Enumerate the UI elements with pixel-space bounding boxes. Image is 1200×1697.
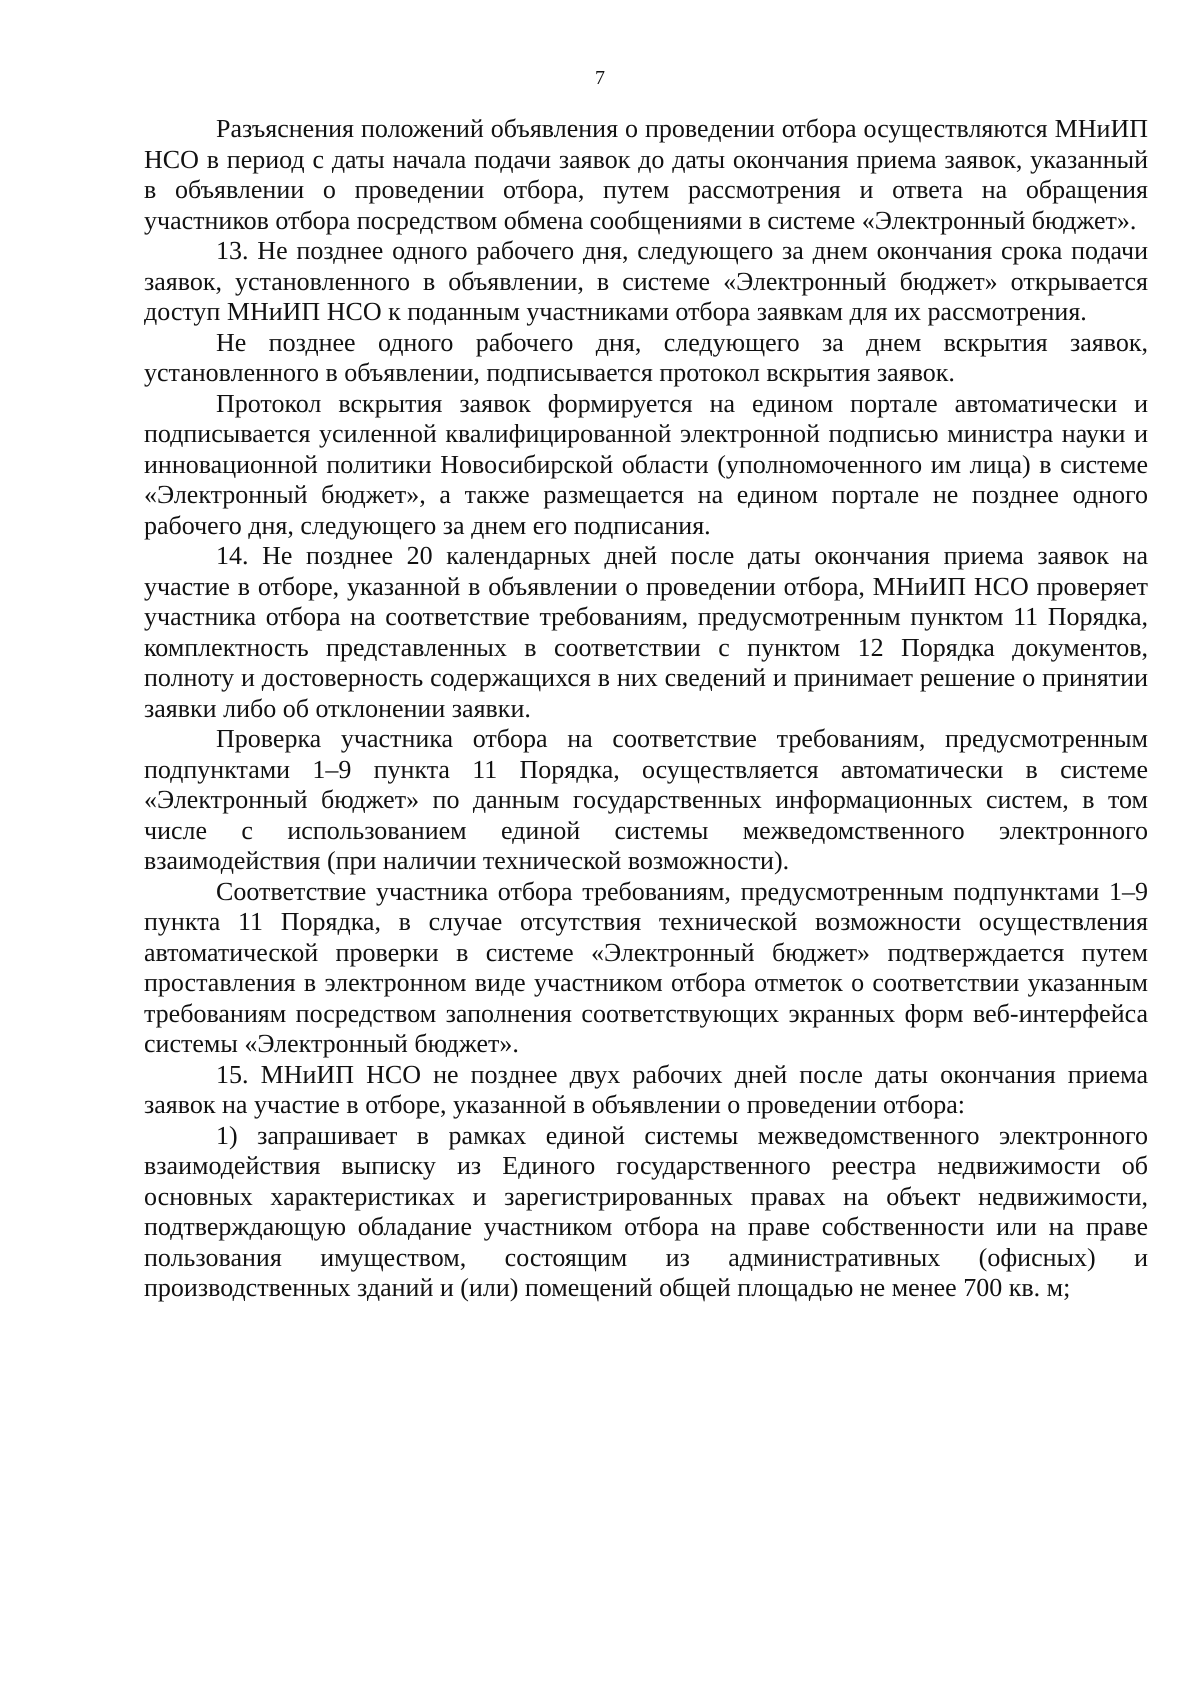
paragraph-item-14: 14. Не позднее 20 календарных дней после даты окончания приема заявок на участие в отборе, указанной в объявлении о проведении отбора, МНиИП НСО проверяет участника отбора на соответствие требованиям, предусмотренным пунктом 11 Порядка, комплектность представленных в соответствии с пунктом 12 Порядка документов, полноту и достоверность содержащихся в них сведений и принимает решение о принятии заявки либо об отклонении заявки. [144,541,1148,723]
paragraph-clarifications: Разъяснения положений объявления о проведении отбора осуществляются МНиИП НСО в период с даты начала подачи заявок до даты окончания приема заявок, указанный в объявлении о проведении отбора, путем рассмотрения и ответа на обращения участников отбора посредством обмена сообщениями в системе «Электронный бюджет». [144,114,1148,235]
paragraph-item-15: 15. МНиИП НСО не позднее двух рабочих дней после даты окончания приема заявок на участие в отборе, указанной в объявлении о проведении отбора: [144,1059,1148,1119]
document-body [144,114,1148,1304]
paragraph-automatic-check: Проверка участника отбора на соответствие требованиям, предусмотренным подпунктами 1–9 пункта 11 Порядка, осуществляется автоматически в системе «Электронный бюджет» по данным государственных информационных систем, в том числе с использованием единой системы межведомственного электронного взаимодействия (при наличии технической возможности). [144,724,1148,875]
paragraph-manual-confirmation: Соответствие участника отбора требованиям, предусмотренным подпунктами 1–9 пункта 11 Порядка, в случае отсутствия технической возможности осуществления автоматической проверки в системе «Электронный бюджет» подтверждается путем проставления в электронном виде участником отбора отметок о соответствии указанным требованиям посредством заполнения соответствующих экранных форм веб-интерфейса системы «Электронный бюджет». [144,876,1148,1058]
page-number: 7 [595,67,605,89]
paragraph-item-13: 13. Не позднее одного рабочего дня, следующего за днем окончания срока подачи заявок, установленного в объявлении, в системе «Электронный бюджет» открывается доступ МНиИП НСО к поданным участниками отбора заявкам для их рассмотрения. [144,236,1148,326]
paragraph-opening-protocol-deadline: Не позднее одного рабочего дня, следующего за днем вскрытия заявок, установленного в объявлении, подписывается протокол вскрытия заявок. [144,327,1148,387]
paragraph-opening-protocol-signing: Протокол вскрытия заявок формируется на едином портале автоматически и подписывается усиленной квалифицированной электронной подписью министра науки и инновационной политики Новосибирской области (уполномоченного им лица) в системе «Электронный бюджет», а также размещается на едином портале не позднее одного рабочего дня, следующего за днем его подписания. [144,388,1148,540]
paragraph-subitem-1: 1) запрашивает в рамках единой системы межведомственного электронного взаимодействия выписку из Единого государственного реестра недвижимости об основных характеристиках и зарегистрированных правах на объект недвижимости, подтверждающую обладание участником отбора на праве собственности или на праве пользования имуществом, состоящим из административных (офисных) и производственных зданий и (или) помещений общей площадью не менее 700 кв. м; [144,1120,1148,1302]
